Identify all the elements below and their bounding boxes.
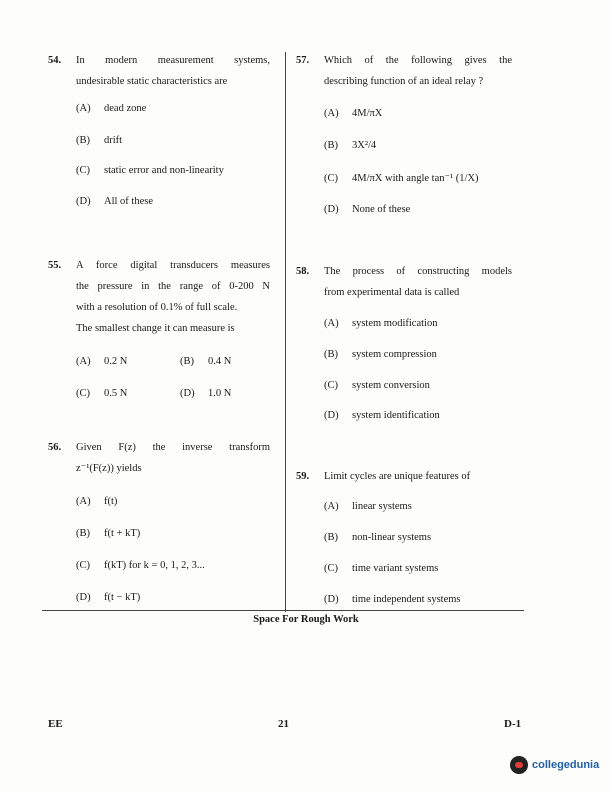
stem-line: describing function of an ideal relay ? <box>324 76 484 87</box>
option-59-a: (A) linear systems <box>324 501 412 512</box>
option-54-a: (A) dead zone <box>76 103 147 114</box>
question-55 <box>48 255 270 339</box>
option-59-d: (D) time independent systems <box>324 594 461 605</box>
option-54-b: (B) drift <box>76 135 123 146</box>
question-stem <box>76 50 270 92</box>
option-54-d: (D) All of these <box>76 196 153 207</box>
stem-line: Which of the following gives the <box>324 55 512 66</box>
question-54 <box>48 50 270 92</box>
question-number: 56. <box>48 442 62 453</box>
stem-line: The smallest change it can measure is <box>76 323 235 334</box>
stem-line: Limit cycles are unique features of <box>324 471 471 482</box>
stem-line: The process of constructing models <box>324 266 512 277</box>
question-number: 59. <box>296 471 310 482</box>
option-55-c: (C) 0.5 N <box>76 388 128 399</box>
footer-subject-code: EE <box>48 718 63 730</box>
rough-work-heading: Space For Rough Work <box>253 614 359 625</box>
footer-page-number: 21 <box>278 718 289 730</box>
question-stem <box>324 261 512 303</box>
graduation-cap-icon <box>510 756 528 774</box>
option-57-b: (B) 3X²/4 <box>324 140 377 151</box>
option-58-c: (C) system conversion <box>324 380 430 391</box>
question-stem <box>324 50 512 92</box>
question-number: 55. <box>48 260 62 271</box>
question-58 <box>296 261 512 303</box>
option-59-b: (B) non-linear systems <box>324 532 432 543</box>
option-54-c: (C) static error and non-linearity <box>76 165 224 176</box>
option-56-d: (D) f(t − kT) <box>76 592 141 603</box>
option-55-d: (D) 1.0 N <box>180 388 232 399</box>
question-number: 58. <box>296 266 310 277</box>
option-56-a: (A) f(t) <box>76 496 118 507</box>
stem-line: with a resolution of 0.1% of full scale. <box>76 302 238 313</box>
stem-line: Given F(z) the inverse transform <box>76 442 270 453</box>
question-59 <box>296 466 512 487</box>
stem-line: z⁻¹(F(z)) yields <box>76 463 142 474</box>
watermark-logo <box>510 756 599 774</box>
option-58-d: (D) system identification <box>324 410 440 421</box>
footer-booklet-series: D-1 <box>504 718 522 730</box>
question-56 <box>48 437 270 479</box>
stem-line: In modern measurement systems, <box>76 55 270 66</box>
option-56-c: (C) f(kT) for k = 0, 1, 2, 3... <box>76 560 205 571</box>
question-stem <box>76 437 270 479</box>
stem-line: from experimental data is called <box>324 287 460 298</box>
stem-line: the pressure in the range of 0-200 N <box>76 281 270 292</box>
question-57 <box>296 50 512 92</box>
option-57-d: (D) None of these <box>324 204 411 215</box>
question-stem <box>76 255 270 339</box>
option-55-a: (A) 0.2 N <box>76 356 128 367</box>
option-57-c: (C) 4M/πX with angle tan⁻¹ (1/X) <box>324 173 479 184</box>
column-divider <box>285 52 286 612</box>
stem-line: A force digital transducers measures <box>76 260 270 271</box>
option-58-b: (B) system compression <box>324 349 437 360</box>
option-59-c: (C) time variant systems <box>324 563 439 574</box>
option-56-b: (B) f(t + kT) <box>76 528 141 539</box>
logo-text: collegedunia <box>532 759 600 771</box>
option-57-a: (A) 4M/πX <box>324 108 383 119</box>
question-number: 54. <box>48 55 62 66</box>
bottom-rule <box>42 610 524 611</box>
option-58-a: (A) system modification <box>324 318 438 329</box>
question-number: 57. <box>296 55 310 66</box>
stem-line: undesirable static characteristics are <box>76 76 228 87</box>
question-stem <box>324 466 512 487</box>
option-55-b: (B) 0.4 N <box>180 356 232 367</box>
